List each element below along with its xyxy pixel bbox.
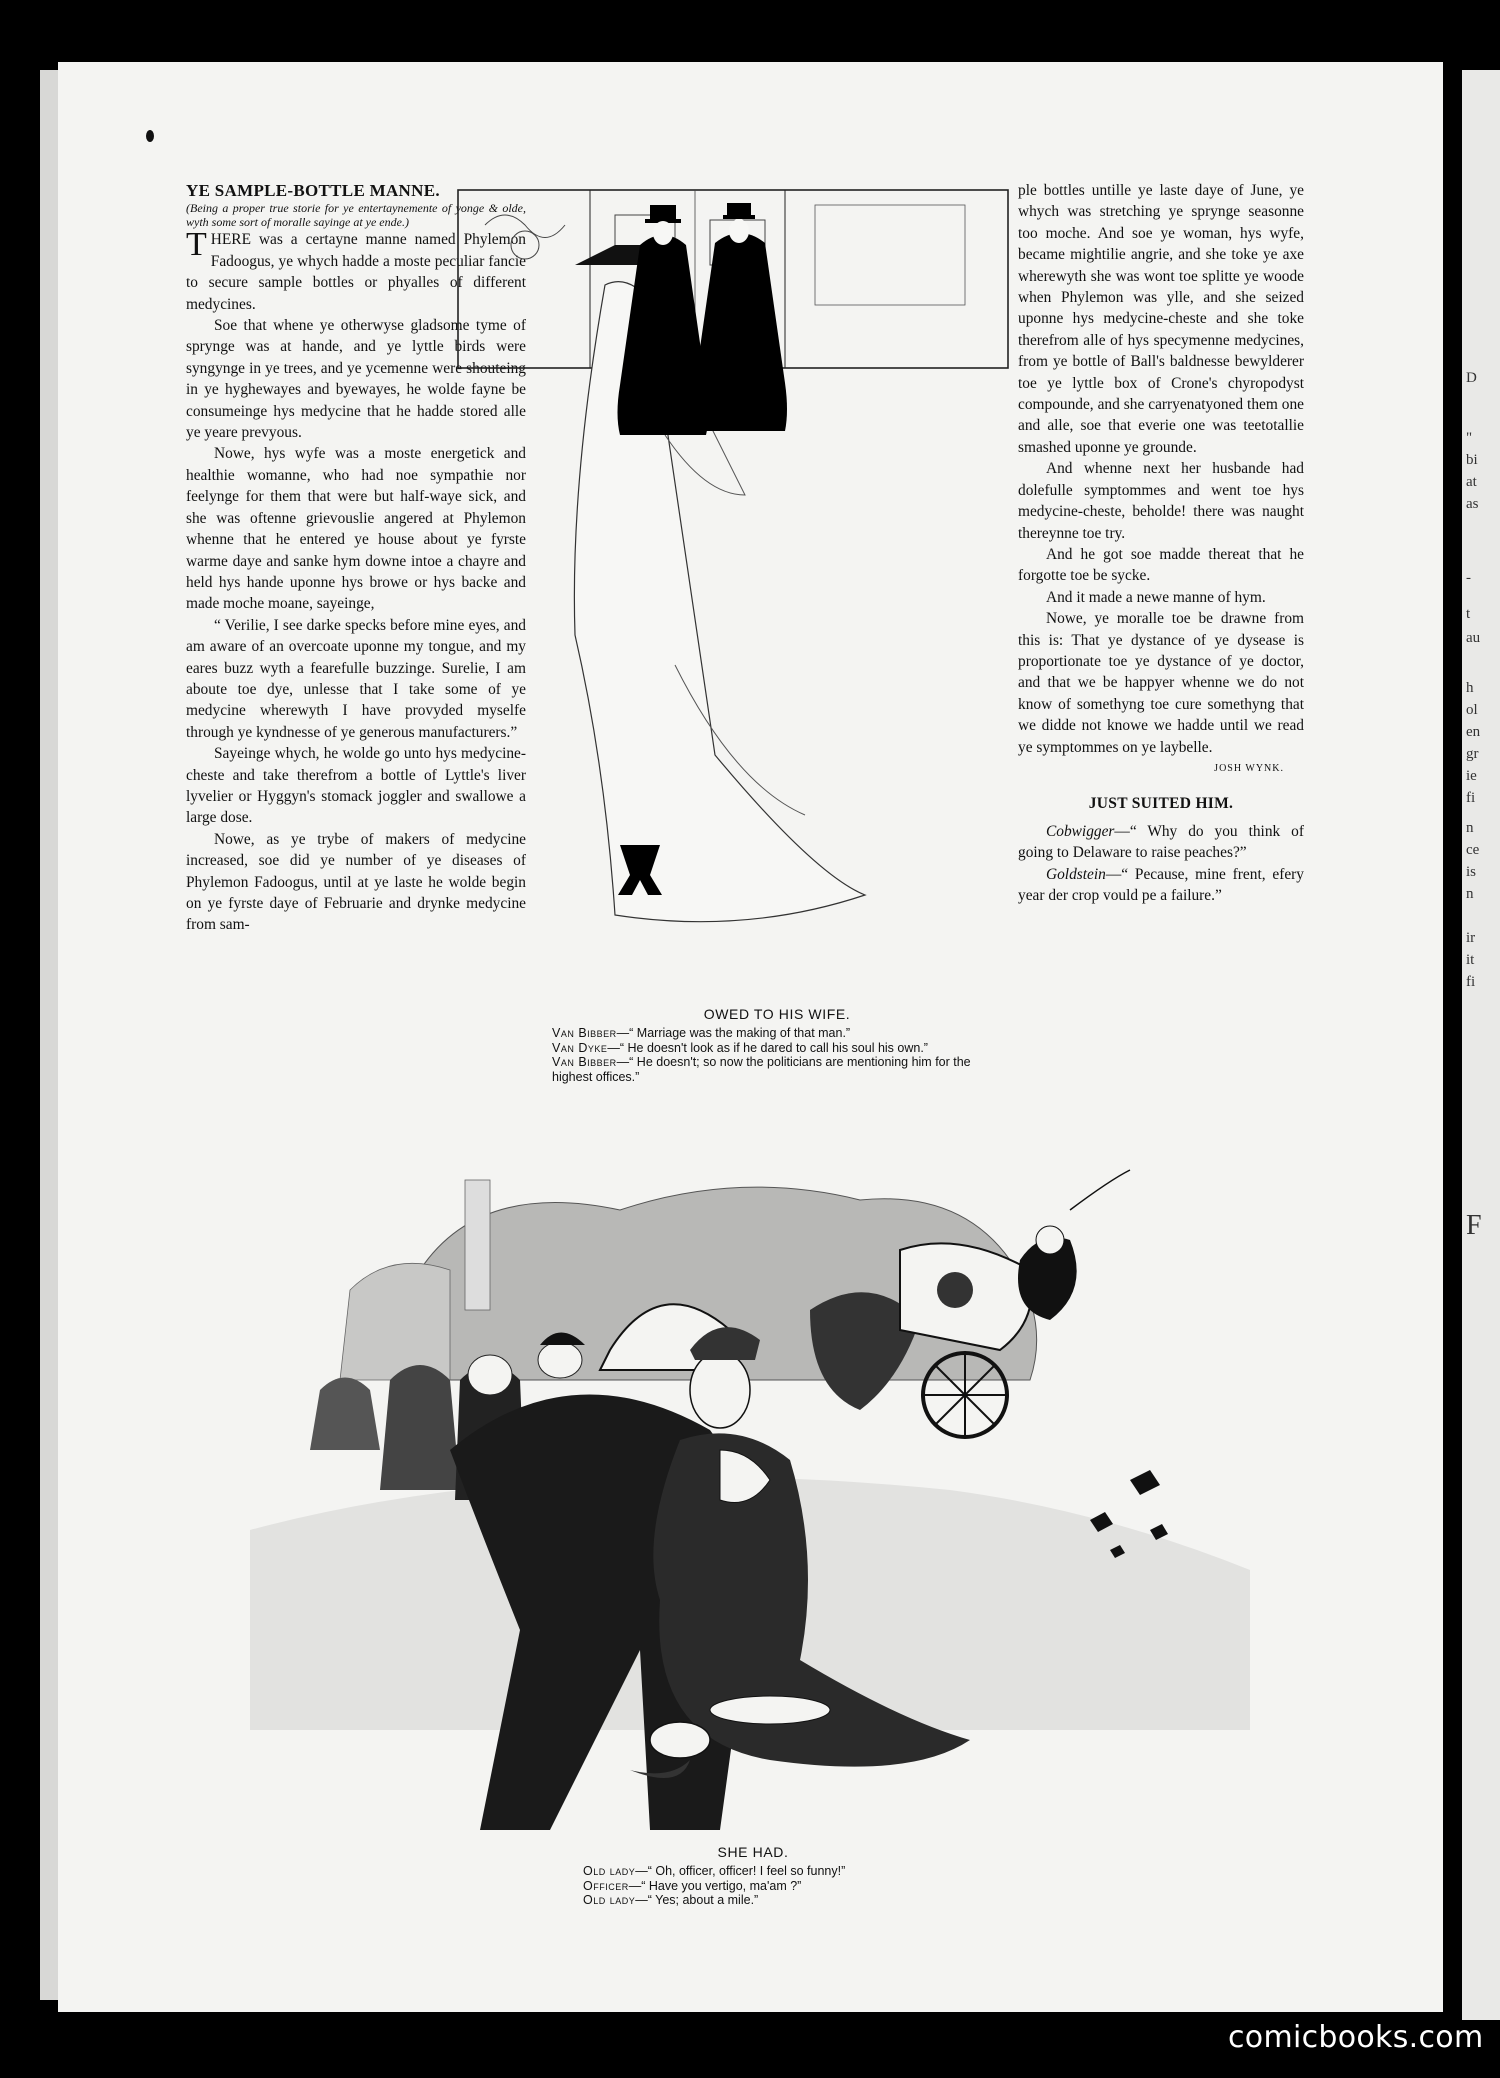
story-column-right: [1018, 180, 1304, 906]
story-paragraph: THERE was a certayne manne named Phylemon Fadoogus, ye whych hadde a moste peculiar fancie to secure sample bottles or phyalles of different medycines.: [186, 226, 526, 313]
caption-line: Van Bibber—“ He doesn't; so now the politicians are mentioning him for the highest offices.”: [552, 1055, 971, 1084]
fragment: it: [1466, 952, 1475, 968]
caption-line: Van Dyke—“ He doesn't look as if he dared to call his soul his own.”: [552, 1040, 928, 1055]
fragment: fi: [1466, 974, 1476, 990]
fragment: ": [1466, 430, 1473, 446]
story-paragraph: And it made a newe manne of hym.: [1046, 588, 1266, 606]
story-paragraph: And he got soe madde thereat that he forgotte toe be sycke.: [1018, 545, 1304, 585]
fragment: ie: [1466, 768, 1477, 784]
fragment: ol: [1466, 702, 1478, 718]
cartoon-owed-to-his-wife-illustration: [455, 185, 1015, 1000]
story-paragraph: Nowe, as ye trybe of makers of medycine increased, soe did ye number of ye diseases of Phylemon Fadoogus, until at ye laste he wolde begin on ye fyrste daye of Februarie and drynke medycine from sam-: [186, 830, 526, 934]
fragment: au: [1466, 630, 1481, 646]
story-title: YE SAMPLE-BOTTLE MANNE.: [186, 181, 440, 200]
story-paragraph: ple bottles untille ye laste daye of June, ye whych was stretching ye sprynge seasonne too moche. And soe ye woman, hys wyfe, became mightilie angrie, and she toke ye axe wherewyth she was wont toe splitte ye woode when Phylemon was ylle, and she seized uponne hys medycine-cheste and she toke therefrom alle of hys specymenne medycines, from ye bottle of Ball's baldnesse bewylderer toe ye lyttle box of Crone's chyropodyst compounde, and she carryenatyoned them one and alle, soe that everie one was teetotallie smashed uponne ye grounde.: [1018, 182, 1304, 456]
story-paragraph: And whenne next her husbande had dolefulle symptommes and went toe hys medycine-cheste, beholde! there was naught thereynne toe try.: [1018, 460, 1304, 542]
cartoon-she-had-illustration: [250, 1150, 1250, 1840]
fragment: n: [1466, 820, 1474, 836]
story-paragraph: Nowe, hys wyfe was a moste energetick and healthie womanne, who had noe sympathie nor feelynge for them that were but half-waye sick, and she was oftenne grievouslie angered at Phylemon whenne that he entered ye house about ye fyrste warme daye and sanke hym downe intoe a chayre and held hys hande uponne hys browe or hys backe and made moche moane, sayeinge,: [186, 445, 526, 613]
fragment: ce: [1466, 842, 1480, 858]
fragment: D: [1466, 370, 1477, 386]
fragment: h: [1466, 680, 1474, 696]
caption-line: Van Bibber—“ Marriage was the making of that man.”: [552, 1026, 851, 1040]
fragment: F: [1466, 1210, 1482, 1241]
fragment: as: [1466, 496, 1479, 512]
caption-title: SHE HAD.: [717, 1844, 789, 1860]
fragment: en: [1466, 724, 1481, 740]
joke-title: JUST SUITED HIM.: [1088, 795, 1234, 813]
story-paragraph: Nowe, ye moralle toe be drawne from this is: That ye dystance of ye dysease is proportionate toe ye dystance of ye doctor, and that we be happyer whenne we do not know of somethyng toe cure somethyng that we didde not knowe we hadde until we read ye symptommes on ye laybelle. JOSH WYNK.: [1018, 608, 1304, 758]
adjacent-page-strip: [1462, 70, 1500, 2020]
story-subtitle: (Being a proper true storie for ye entertaynemente of yonge & olde, wyth some sort of moralle sayinge at ye ende.): [186, 201, 526, 230]
fragment: ir: [1466, 930, 1476, 946]
joke-line: Cobwigger—“ Why do you think of going to Delaware to raise peaches?”: [1018, 822, 1304, 862]
fragment: -: [1466, 570, 1471, 586]
fragment: fi: [1466, 790, 1476, 806]
site-watermark: comicbooks.com: [1228, 2020, 1484, 2055]
caption-owed-to-his-wife: [552, 1006, 1002, 1084]
fragment: at: [1466, 474, 1477, 490]
fragment: gr: [1466, 746, 1479, 762]
speaker: Goldstein: [1046, 865, 1106, 883]
caption-line: Old lady—“ Yes; about a mile.”: [583, 1893, 759, 1907]
caption-line: Officer—“ Have you vertigo, ma'am ?”: [583, 1878, 802, 1893]
fragment: is: [1466, 864, 1477, 880]
fragment: n: [1466, 886, 1474, 902]
story-paragraph: Soe that whene ye otherwyse gladsome tyme of sprynge was at hande, and ye lyttle birds were syngynge in ye trees, and ye ycemenne were shouteing in ye hyghewayes and byewayes, he wolde fayne be consumeinge hys medycine that he hadde stored alle ye yeare prevyous.: [186, 317, 526, 442]
story-paragraph: Sayeinge whych, he wolde go unto hys medycine-cheste and take therefrom a bottle of Lyttle's liver lyvelier or Hyggyn's stomack joggler and swallowe a large dose.: [186, 745, 526, 827]
joke-line: Goldstein—“ Pecause, mine frent, efery year der crop vould pe a failure.”: [1018, 865, 1304, 904]
story-paragraph: “ Verilie, I see darke specks before mine eyes, and am aware of an overcoate uponne my tongue, and my eares buzz wyth a fearefulle buzzinge. Surelie, I am aboute toe dye, unlesse that I take some of ye medycine wherewyth I have provyded myselfe through ye kyndnesse of ye generous manufacturers.”: [186, 616, 526, 741]
fragment: t: [1466, 606, 1471, 622]
caption-she-had: [583, 1844, 1003, 1908]
caption-title: OWED TO HIS WIFE.: [703, 1006, 851, 1022]
ink-spot: [146, 130, 154, 142]
caption-line: Old lady—“ Oh, officer, officer! I feel so funny!”: [583, 1864, 846, 1878]
speaker: Cobwigger: [1046, 822, 1115, 840]
signature: JOSH WYNK.: [1214, 762, 1284, 774]
drop-cap: T: [186, 226, 207, 264]
fragment: bi: [1466, 452, 1478, 468]
